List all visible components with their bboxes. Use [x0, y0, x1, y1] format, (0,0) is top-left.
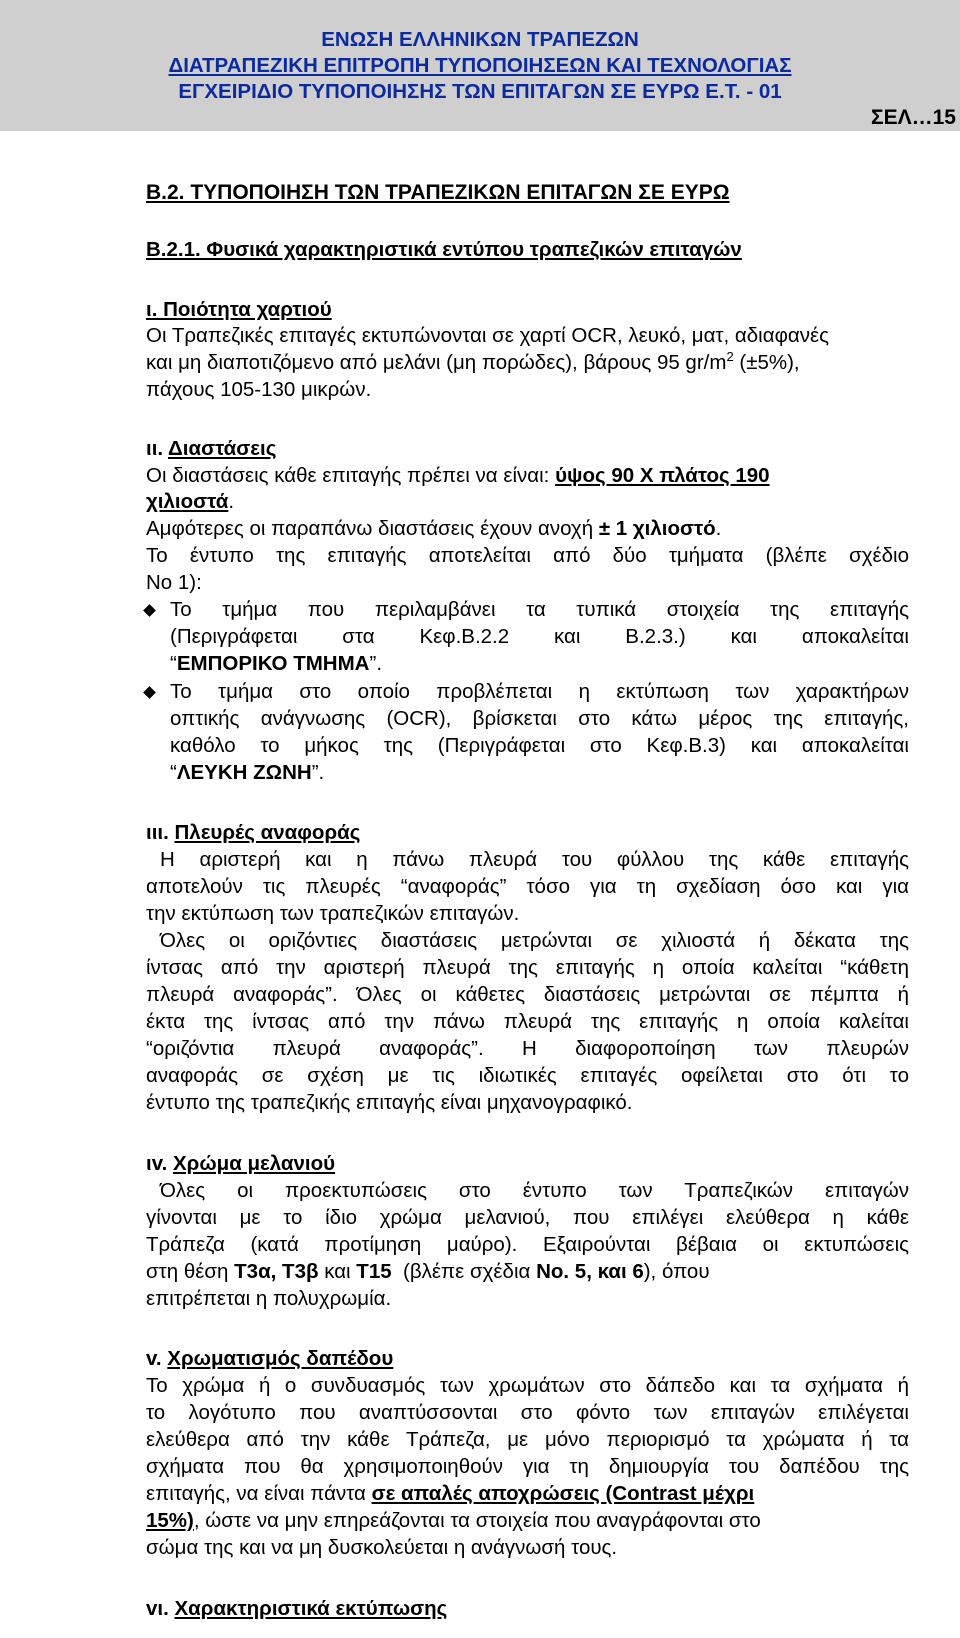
header-org-name: ΕΝΩΣΗ ΕΛΛΗΝΙΚΩΝ ΤΡΑΠΕΖΩΝ — [321, 28, 639, 51]
bullet-line: (Περιγράφεται στα Κεφ.Β.2.2 και Β.2.3.) και αποκαλείται — [170, 625, 909, 648]
bullet-line: Το τμήμα στο οποίο προβλέπεται η εκτύπωση των χαρακτήρων — [170, 680, 909, 703]
paragraph-line: επιτρέπεται η πολυχρωμία. — [146, 1287, 392, 1310]
paragraph-line: Οι Τραπεζικές επιταγές εκτυπώνονται σε χαρτί OCR, λευκό, ματ, αδιαφανές — [146, 324, 829, 347]
bullet-line: οπτικής ανάγνωσης (OCR), βρίσκεται στο κάτω μέρος της επιταγής, — [170, 707, 909, 730]
paragraph-line: έκτα της ίντσας από την πάνω πλευρά της επιταγής η οποία καλείται — [146, 1010, 909, 1033]
header-manual-title: ΕΓΧΕΙΡΙΔΙΟ ΤΥΠΟΠΟΙΗΣΗΣ ΤΩΝ ΕΠΙΤΑΓΩΝ ΣΕ ΕΥΡΩ Ε.Τ. - 01 — [178, 80, 782, 103]
paragraph-line: σχήματα που θα χρησιμοποιηθούν για τη δημιουργία του δαπέδου της — [146, 1455, 909, 1478]
heading-ink-color: ιv. Χρώμα μελανιού — [146, 1152, 336, 1175]
paragraph-line: το λογότυπο που αναπτύσσονται στο φόντο των επιταγών επιλέγεται — [146, 1401, 909, 1424]
paragraph-line: “οριζόντια πλευρά αναφοράς”. Η διαφοροποίηση των πλευρών — [146, 1037, 909, 1060]
paragraph-line: Οι διαστάσεις κάθε επιταγής πρέπει να είναι: ύψος 90 Χ πλάτος 190 — [146, 464, 770, 487]
paragraph-line: έντυπο της τραπεζικής επιταγής είναι μηχανογραφικό. — [146, 1091, 633, 1114]
paragraph-line: ίντσας από την αριστερή πλευρά της επιταγής η οποία καλείται “κάθετη — [146, 956, 909, 979]
document-header — [0, 0, 960, 131]
paragraph-line: Όλες οι οριζόντιες διαστάσεις μετρώνται σε χιλιοστά ή δέκατα της — [160, 929, 909, 952]
heading-paper-quality: ι. Ποιότητα χαρτιού — [146, 298, 332, 321]
heading-print-characteristics: vι. Χαρακτηριστικά εκτύπωσης — [146, 1597, 448, 1620]
paragraph-line: την εκτύπωση των τραπεζικών επιταγών. — [146, 902, 520, 925]
bullet-line: καθόλο το μήκος της (Περιγράφεται στο Κεφ.Β.3) και αποκαλείται — [170, 734, 909, 757]
paragraph-line: χιλιοστά. — [146, 490, 235, 513]
paragraph-line: πάχους 105-130 μικρών. — [146, 378, 372, 401]
header-committee-name: ΔΙΑΤΡΑΠΕΖΙΚΗ ΕΠΙΤΡΟΠΗ ΤΥΠΟΠΟΙΗΣΕΩΝ ΚΑΙ ΤΕΧΝΟΛΟΓΙΑΣ — [168, 54, 792, 77]
bullet-line: Το τμήμα που περιλαμβάνει τα τυπικά στοιχεία της επιταγής — [170, 598, 909, 621]
heading-reference-sides: ιιι. Πλευρές αναφοράς — [146, 821, 361, 844]
paragraph-line: Νο 1): — [146, 571, 202, 594]
bullet-line: “ΛΕΥΚΗ ΖΩΝΗ”. — [170, 761, 325, 784]
paragraph-line: αποτελούν τις πλευρές “αναφοράς” τόσο για τη σχεδίαση όσο και για — [146, 875, 909, 898]
page-number: ΣΕΛ…15 — [871, 106, 956, 129]
paragraph-line: στη θέση Τ3α, Τ3β και Τ15 (βλέπε σχέδια Νο. 5, και 6), όπου — [146, 1260, 710, 1283]
paragraph-line: Η αριστερή και η πάνω πλευρά του φύλλου της κάθε επιταγής — [160, 848, 909, 871]
paragraph-line: σώμα της και να μη δυσκολεύεται η ανάγνωσή τους. — [146, 1536, 618, 1559]
bullet-line: “ΕΜΠΟΡΙΚΟ ΤΜΗΜΑ”. — [170, 652, 383, 675]
paragraph-line: γίνονται με το ίδιο χρώμα μελανιού, που επιλέγει ελεύθερα η κάθε — [146, 1206, 909, 1229]
paragraph-line: 15%), ώστε να μην επηρεάζονται τα στοιχεία που αναγράφονται στο — [146, 1509, 761, 1532]
section-title: Β.2. ΤΥΠΟΠΟΙΗΣΗ ΤΩΝ ΤΡΑΠΕΖΙΚΩΝ ΕΠΙΤΑΓΩΝ ΣΕ ΕΥΡΩ — [146, 181, 730, 204]
diamond-bullet-icon — [143, 604, 156, 617]
paragraph-line: Το έντυπο της επιταγής αποτελείται από δύο τμήματα (βλέπε σχέδιο — [146, 544, 909, 567]
paragraph-line: επιταγής, να είναι πάντα σε απαλές αποχρώσεις (Contrast μέχρι — [146, 1482, 755, 1505]
heading-background-coloring: v. Χρωματισμός δαπέδου — [146, 1347, 394, 1370]
paragraph-line: αναφοράς σε σχέση με τις ιδιωτικές επιταγές οφείλεται στο ότι το — [146, 1064, 909, 1087]
heading-dimensions: ιι. Διαστάσεις — [146, 437, 277, 460]
diamond-bullet-icon — [143, 686, 156, 699]
paragraph-line: ελεύθερα από την κάθε Τράπεζα, με μόνο περιορισμό τα χρώματα ή τα — [146, 1428, 909, 1451]
paragraph-line: και μη διαποτιζόμενο από μελάνι (μη πορώδες), βάρους 95 $gr/m^2$ (±5%), — [146, 349, 800, 374]
paragraph-line: Τράπεζα (κατά προτίμηση μαύρο). Εξαιρούνται βέβαια οι εκτυπώσεις — [146, 1233, 909, 1256]
section-subtitle: Β.2.1. Φυσικά χαρακτηριστικά εντύπου τραπεζικών επιταγών — [146, 238, 742, 261]
paragraph-line: Αμφότερες οι παραπάνω διαστάσεις έχουν ανοχή ± 1 χιλιοστό. — [146, 517, 722, 540]
paragraph-line: Το χρώμα ή ο συνδυασμός των χρωμάτων στο δάπεδο και τα σχήματα ή — [146, 1374, 909, 1397]
document-body — [0, 131, 960, 1638]
paragraph-line: Όλες οι προεκτυπώσεις στο έντυπο των Τραπεζικών επιταγών — [160, 1179, 909, 1202]
paragraph-line: πλευρά αναφοράς”. Όλες οι κάθετες διαστάσεις μετρώνται σε πέμπτα ή — [146, 983, 909, 1006]
